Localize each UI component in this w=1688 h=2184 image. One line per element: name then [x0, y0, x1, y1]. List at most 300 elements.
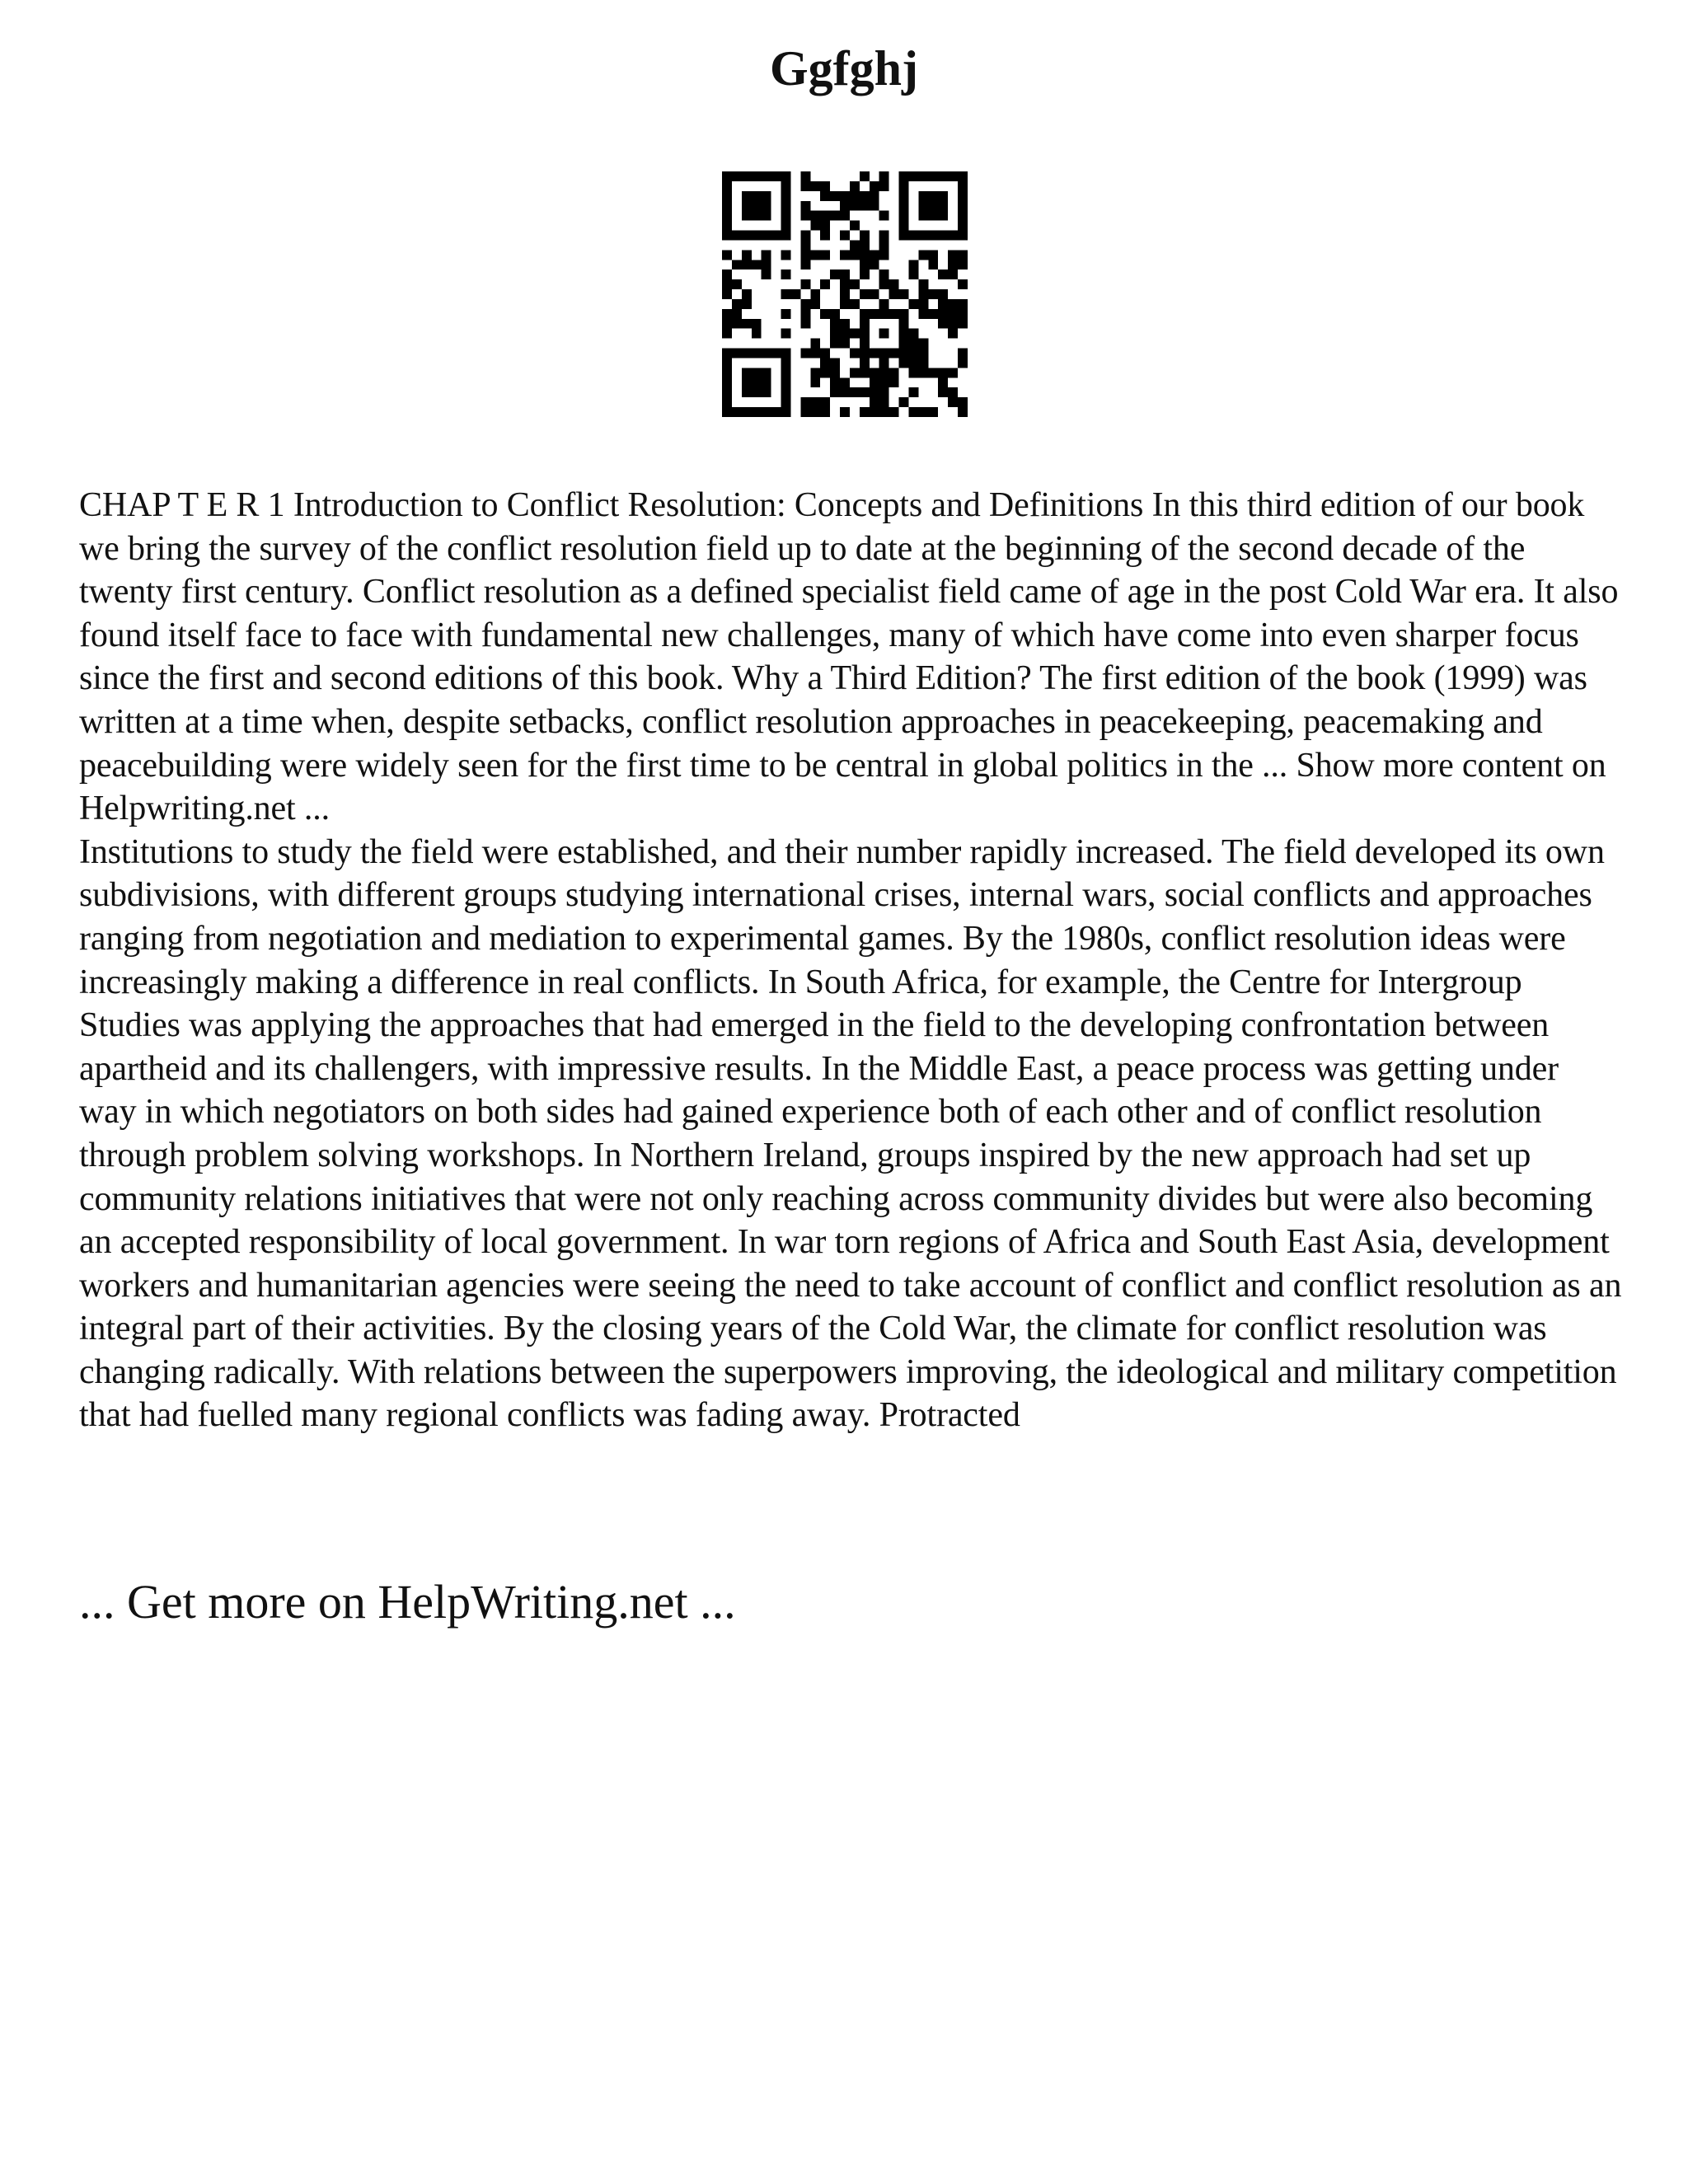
qr-module [879, 349, 889, 359]
qr-module [800, 240, 810, 250]
qr-module [918, 191, 928, 201]
qr-module [928, 260, 938, 269]
qr-module [860, 260, 870, 269]
qr-module [958, 211, 968, 221]
qr-module [958, 349, 968, 359]
qr-module [908, 339, 918, 349]
qr-module [781, 269, 791, 279]
qr-module [860, 289, 870, 299]
qr-module [742, 319, 752, 329]
qr-module [870, 289, 879, 299]
qr-module [860, 201, 870, 211]
qr-module [800, 260, 810, 269]
qr-module [908, 299, 918, 309]
qr-module [899, 181, 909, 191]
qr-module [860, 407, 870, 417]
qr-module [879, 407, 889, 417]
qr-module [722, 358, 732, 368]
qr-module [958, 309, 968, 319]
qr-module [948, 329, 958, 339]
qr-module [879, 231, 889, 241]
qr-module [800, 211, 810, 221]
qr-module [879, 387, 889, 397]
qr-module [840, 231, 850, 241]
qr-module [958, 397, 968, 407]
qr-module [781, 181, 791, 191]
qr-module [958, 201, 968, 211]
qr-module [948, 368, 958, 377]
qr-module [948, 387, 958, 397]
qr-module [948, 397, 958, 407]
qr-module [722, 407, 732, 417]
qr-module [928, 171, 938, 181]
qr-module [781, 211, 791, 221]
qr-module [958, 181, 968, 191]
qr-module [742, 191, 752, 201]
qr-module [732, 171, 742, 181]
qr-module [938, 191, 948, 201]
qr-module [938, 319, 948, 329]
qr-module [938, 368, 948, 377]
qr-module [850, 221, 860, 231]
qr-module [850, 329, 860, 339]
qr-module [752, 260, 762, 269]
qr-module [742, 211, 752, 221]
qr-module [938, 231, 948, 241]
qr-module [948, 231, 958, 241]
qr-module [732, 309, 742, 319]
qr-module [722, 211, 732, 221]
qr-module [752, 407, 762, 417]
qr-module [928, 191, 938, 201]
qr-module [790, 289, 800, 299]
qr-module [810, 407, 820, 417]
qr-module [820, 397, 830, 407]
qr-module [918, 358, 928, 368]
qr-module [810, 377, 820, 387]
qr-module [958, 171, 968, 181]
qr-module [762, 211, 771, 221]
qr-module [800, 231, 810, 241]
qr-module [918, 368, 928, 377]
qr-module [860, 191, 870, 201]
qr-module [879, 211, 889, 221]
qr-module [830, 368, 840, 377]
qr-module [918, 349, 928, 359]
qr-module [722, 387, 732, 397]
qr-module [840, 319, 850, 329]
qr-module [899, 211, 909, 221]
qr-module [762, 260, 771, 269]
qr-module [820, 349, 830, 359]
qr-module [928, 201, 938, 211]
qr-code-graphic [722, 171, 968, 417]
qr-module [918, 279, 928, 289]
qr-module [870, 181, 879, 191]
qr-module [928, 231, 938, 241]
qr-module [742, 299, 752, 309]
qr-module [918, 231, 928, 241]
qr-module [810, 221, 820, 231]
qr-module [742, 407, 752, 417]
qr-module [850, 387, 860, 397]
qr-module [810, 250, 820, 260]
qr-module [899, 358, 909, 368]
qr-module [918, 289, 928, 299]
qr-module [958, 279, 968, 289]
qr-module [958, 250, 968, 260]
body-paragraph-1: CHAP T E R 1 Introduction to Conflict Resolution: Concepts and Definitions In this third edition of our book we bring the survey of the conflict resolution field up to date at the beginning of the second decade of the twenty first century. Conflict resolution as a defined specialist field came of age in the post Cold War era. It also found itself face to face with fundamental new challenges, many of which have come into even sharper focus since the first and second editions of this book. Why a Third Edition? The first edition of the book (1999) was written at a time when, despite setbacks, conflict resolution approaches in peacekeeping, peacemaking and peacebuilding were widely seen for the first time to be central in global politics in the ... Show more content on Helpwriting.net ... [79, 486, 1619, 828]
qr-module [948, 309, 958, 319]
qr-module [781, 191, 791, 201]
qr-module [810, 181, 820, 191]
qr-module [840, 279, 850, 289]
qr-module [830, 339, 840, 349]
qr-module [732, 279, 742, 289]
qr-module [958, 191, 968, 201]
qr-module [908, 368, 918, 377]
qr-module [800, 349, 810, 359]
qr-module [732, 319, 742, 329]
qr-module [800, 407, 810, 417]
qr-module [870, 191, 879, 201]
qr-module [732, 349, 742, 359]
qr-module [908, 387, 918, 397]
qr-module [800, 201, 810, 211]
qr-module [752, 368, 762, 377]
qr-module [899, 221, 909, 231]
qr-module [879, 181, 889, 191]
qr-module [830, 387, 840, 397]
qr-module [781, 250, 791, 260]
qr-module [800, 171, 810, 181]
qr-module [810, 339, 820, 349]
qr-module [771, 171, 781, 181]
qr-module [870, 387, 879, 397]
qr-module [830, 358, 840, 368]
qr-module [781, 368, 791, 377]
qr-module [742, 260, 752, 269]
qr-module [800, 299, 810, 309]
qr-module [850, 181, 860, 191]
qr-module [928, 309, 938, 319]
qr-module [899, 397, 909, 407]
qr-module [722, 397, 732, 407]
qr-module [938, 377, 948, 387]
qr-module [742, 250, 752, 260]
qr-module [742, 171, 752, 181]
qr-module [820, 309, 830, 319]
qr-module [899, 231, 909, 241]
qr-module [752, 171, 762, 181]
qr-module [948, 269, 958, 279]
qr-module [918, 339, 928, 349]
qr-module [771, 231, 781, 241]
qr-module [762, 407, 771, 417]
qr-module [742, 349, 752, 359]
qr-module [850, 299, 860, 309]
qr-module [860, 269, 870, 279]
qr-module [722, 231, 732, 241]
qr-module [870, 309, 879, 319]
qr-module [918, 211, 928, 221]
qr-module [781, 407, 791, 417]
qr-module [958, 358, 968, 368]
qr-module [840, 329, 850, 339]
qr-module [928, 407, 938, 417]
qr-module [899, 319, 909, 329]
qr-module [800, 397, 810, 407]
qr-module [771, 407, 781, 417]
qr-module [732, 299, 742, 309]
qr-module [879, 279, 889, 289]
get-more-link[interactable]: ... Get more on HelpWriting.net ... [79, 1575, 736, 1629]
qr-module [889, 368, 899, 377]
qr-module [830, 319, 840, 329]
qr-module [722, 319, 732, 329]
qr-module [722, 279, 732, 289]
qr-module [850, 349, 860, 359]
qr-module [908, 171, 918, 181]
qr-module [899, 329, 909, 339]
qr-module [908, 231, 918, 241]
qr-module [928, 211, 938, 221]
qr-module [860, 240, 870, 250]
qr-module [850, 191, 860, 201]
qr-module [850, 368, 860, 377]
qr-module [742, 289, 752, 299]
qr-module [938, 299, 948, 309]
qr-module [928, 289, 938, 299]
qr-module [830, 269, 840, 279]
qr-module [908, 260, 918, 269]
qr-module [800, 309, 810, 319]
qr-module [879, 299, 889, 309]
qr-module [860, 231, 870, 241]
qr-module [752, 329, 762, 339]
qr-module [722, 368, 732, 377]
qr-module [771, 349, 781, 359]
qr-module [860, 319, 870, 329]
qr-module [899, 349, 909, 359]
qr-module [850, 279, 860, 289]
qr-module [840, 387, 850, 397]
qr-module [820, 279, 830, 289]
qr-module [830, 329, 840, 339]
qr-module [752, 201, 762, 211]
qr-module [781, 387, 791, 397]
qr-module [889, 279, 899, 289]
qr-module [899, 339, 909, 349]
qr-module [938, 289, 948, 299]
qr-module [879, 309, 889, 319]
qr-module [810, 397, 820, 407]
document-body [79, 484, 1622, 1437]
qr-module [899, 309, 909, 319]
qr-module [958, 299, 968, 309]
qr-module [752, 319, 762, 329]
qr-module [908, 407, 918, 417]
qr-module [830, 309, 840, 319]
qr-module [850, 240, 860, 250]
qr-module [732, 260, 742, 269]
qr-module [810, 211, 820, 221]
qr-module [781, 221, 791, 231]
qr-module [918, 309, 928, 319]
qr-module [899, 289, 909, 299]
qr-module [860, 339, 870, 349]
qr-module [781, 309, 791, 319]
qr-module [722, 221, 732, 231]
qr-module [948, 260, 958, 269]
qr-module [899, 191, 909, 201]
qr-module [810, 289, 820, 299]
qr-module [840, 191, 850, 201]
qr-module [948, 319, 958, 329]
qr-module [752, 349, 762, 359]
qr-module [840, 250, 850, 260]
qr-module [820, 211, 830, 221]
qr-module [860, 349, 870, 359]
qr-module [879, 250, 889, 260]
qr-module [820, 250, 830, 260]
qr-module [879, 240, 889, 250]
qr-module [752, 191, 762, 201]
qr-module [899, 201, 909, 211]
qr-module [870, 377, 879, 387]
qr-module [762, 171, 771, 181]
qr-module [870, 260, 879, 269]
qr-module [781, 171, 791, 181]
qr-module [870, 349, 879, 359]
qr-module [958, 260, 968, 269]
qr-module [879, 358, 889, 368]
qr-module [918, 250, 928, 260]
qr-module [742, 231, 752, 241]
qr-module [850, 201, 860, 211]
qr-module [800, 181, 810, 191]
qr-module [918, 407, 928, 417]
qr-module [889, 309, 899, 319]
qr-module [928, 250, 938, 260]
qr-module [840, 289, 850, 299]
qr-module [870, 397, 879, 407]
qr-module [732, 407, 742, 417]
qr-module [938, 387, 948, 397]
qr-module [820, 191, 830, 201]
qr-module [879, 329, 889, 339]
qr-module [870, 250, 879, 260]
qr-module [889, 377, 899, 387]
document-title: Ggfghj [770, 41, 918, 96]
qr-module [800, 279, 810, 289]
qr-module [781, 231, 791, 241]
qr-module [781, 329, 791, 339]
qr-module [918, 299, 928, 309]
qr-module [781, 397, 791, 407]
qr-module [722, 289, 732, 299]
qr-module [958, 319, 968, 329]
qr-module [840, 407, 850, 417]
qr-module [732, 231, 742, 241]
qr-module [879, 397, 889, 407]
qr-module [918, 171, 928, 181]
qr-module [830, 377, 840, 387]
qr-module [830, 191, 840, 201]
qr-module [860, 358, 870, 368]
qr-module [810, 349, 820, 359]
qr-module [722, 329, 732, 339]
qr-module [889, 407, 899, 417]
qr-module [938, 269, 948, 279]
qr-module [781, 358, 791, 368]
qr-module [762, 191, 771, 201]
qr-module [928, 368, 938, 377]
qr-module [762, 377, 771, 387]
qr-module [810, 368, 820, 377]
qr-module [781, 289, 791, 299]
qr-module [958, 221, 968, 231]
qr-module [752, 231, 762, 241]
qr-module [722, 201, 732, 211]
qr-module [938, 201, 948, 211]
qr-code-icon [722, 171, 968, 417]
qr-module [722, 181, 732, 191]
qr-module [948, 250, 958, 260]
qr-module [762, 231, 771, 241]
qr-module [781, 349, 791, 359]
qr-module [840, 339, 850, 349]
qr-module [752, 211, 762, 221]
qr-module [860, 368, 870, 377]
qr-module [762, 269, 771, 279]
qr-module [800, 319, 810, 329]
qr-module [908, 349, 918, 359]
qr-module [840, 211, 850, 221]
qr-module [762, 250, 771, 260]
qr-module [889, 289, 899, 299]
qr-module [870, 368, 879, 377]
qr-module [860, 250, 870, 260]
body-paragraph-2: Institutions to study the field were established, and their number rapidly increased. The field developed its own subdivisions, with different groups studying international crises, internal wars, social conflicts and approaches ranging from negotiation and mediation to experimental games. By the 1980s, conflict resolution ideas were increasingly making a difference in real conflicts. In South Africa, for example, the Centre for Intergroup Studies was applying the approaches that had emerged in the field to the developing confrontation between apartheid and its challengers, with impressive results. In the Middle East, a peace process was getting under way in which negotiators on both sides had gained experience both of each other and of conflict resolution through problem solving workshops. In Northern Ireland, groups inspired by the new approach had set up community relations initiatives that were not only reaching across community divides but were also becoming an accepted responsibility of local government. In war torn regions of Africa and South East Asia, development workers and humanitarian agencies were seeing the need to take account of conflict and conflict resolution as an integral part of their activities. By the closing years of the Cold War, the climate for conflict resolution was changing radically. With relations between the superpowers improving, the ideological and military competition that had fuelled many regional conflicts was fading away. Protracted [79, 832, 1622, 1435]
qr-module [938, 171, 948, 181]
qr-module [860, 171, 870, 181]
qr-module [879, 377, 889, 387]
qr-module [908, 269, 918, 279]
qr-module [870, 201, 879, 211]
qr-module [908, 329, 918, 339]
qr-module [958, 407, 968, 417]
qr-module [820, 407, 830, 417]
qr-module [879, 269, 889, 279]
qr-module [948, 171, 958, 181]
qr-module [840, 269, 850, 279]
qr-module [899, 171, 909, 181]
qr-module [820, 358, 830, 368]
qr-module [820, 368, 830, 377]
qr-module [870, 407, 879, 417]
qr-module [722, 349, 732, 359]
qr-module [889, 349, 899, 359]
qr-module [722, 309, 732, 319]
qr-module [860, 387, 870, 397]
qr-module [742, 201, 752, 211]
qr-module [762, 368, 771, 377]
qr-module [820, 231, 830, 241]
qr-module [752, 387, 762, 397]
qr-module [722, 171, 732, 181]
qr-module [762, 201, 771, 211]
